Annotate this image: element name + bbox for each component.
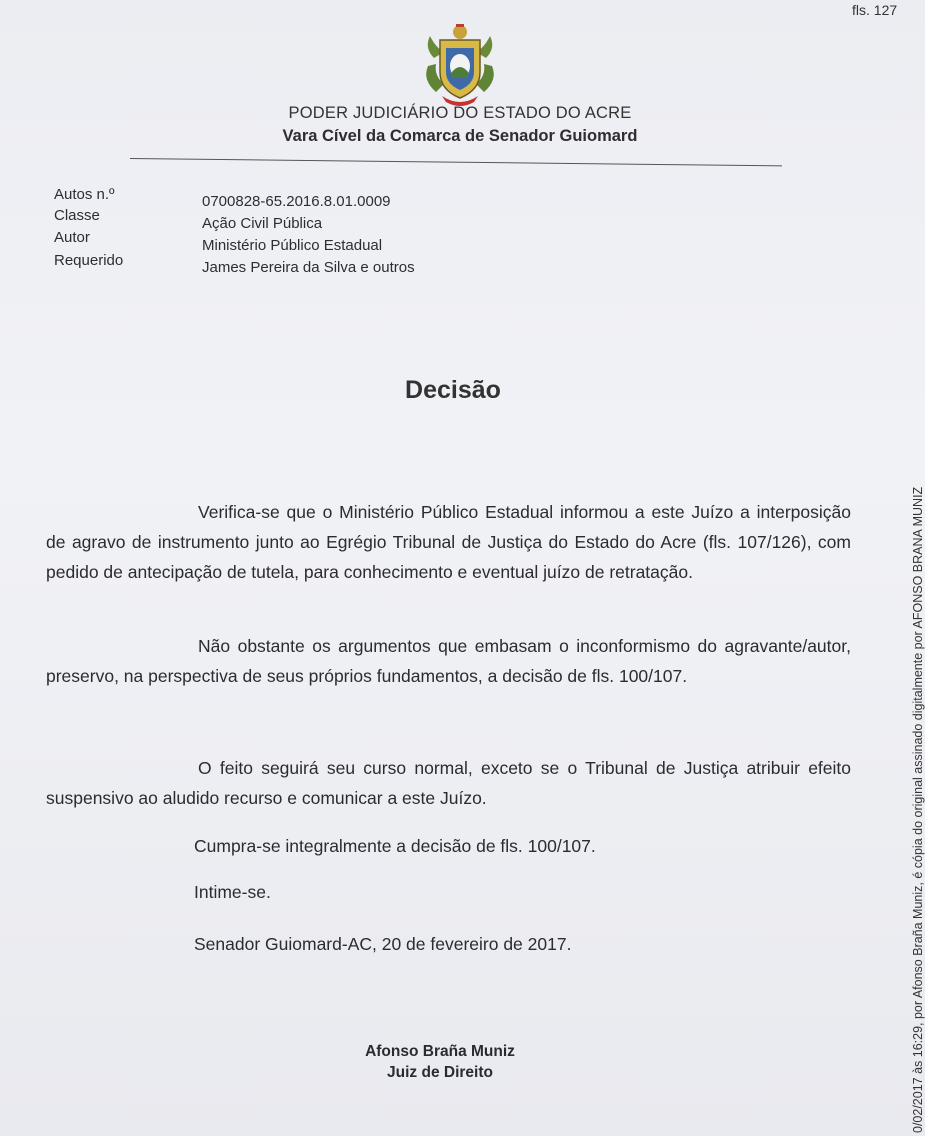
paragraph-3: O feito seguirá seu curso normal, exceto se o Tribunal de Justiça atribuir efeito suspensivo ao aludido recurso e comunicar a este Juízo. — [46, 758, 851, 808]
acre-coat-of-arms-icon — [418, 18, 502, 106]
digital-signature-stamp: 0/02/2017 às 16:29, por Afonso Braña Muniz, é cópia do original assinado digitalmente por AFONSO BRANA MUNIZ — [911, 486, 925, 1133]
case-number-value: 0700828-65.2016.8.01.0009 — [202, 193, 391, 210]
signer-name: Afonso Braña Muniz — [365, 1043, 515, 1060]
closing-order: Cumpra-se integralmente a decisão de fls. 100/107. — [194, 836, 596, 856]
signer-role: Juiz de Direito — [387, 1064, 493, 1081]
defendant-value: James Pereira da Silva e outros — [202, 259, 415, 276]
case-number-label: Autos n.º — [54, 186, 115, 203]
case-class-label: Classe — [54, 207, 100, 224]
page-number: fls. 127 — [852, 2, 898, 18]
case-class-value: Ação Civil Pública — [202, 215, 323, 232]
document-title: Decisão — [405, 376, 501, 404]
closing-place-date: Senador Guiomard-AC, 20 de fevereiro de 2017. — [194, 934, 572, 954]
paragraph-2: Não obstante os argumentos que embasam o inconformismo do agravante/autor, preservo, na perspectiva de seus próprios fundamentos, a decisão de fls. 100/107. — [46, 636, 851, 686]
closing-summon: Intime-se. — [194, 882, 271, 902]
header-divider — [130, 158, 782, 166]
court-name: Vara Cível da Comarca de Senador Guiomard — [282, 127, 638, 145]
institution-name: PODER JUDICIÁRIO DO ESTADO DO ACRE — [288, 104, 632, 122]
plaintiff-label: Autor — [54, 229, 90, 246]
plaintiff-value: Ministério Público Estadual — [202, 237, 383, 254]
defendant-label: Requerido — [54, 252, 124, 269]
paragraph-1: Verifica-se que o Ministério Público Estadual informou a este Juízo a interposição de agravo de instrumento junto ao Egrégio Tribunal de Justiça do Estado do Acre (fls. 107/126), com pedido de antecipação de tutela, para conhecimento e eventual juízo de retratação. — [46, 502, 851, 582]
